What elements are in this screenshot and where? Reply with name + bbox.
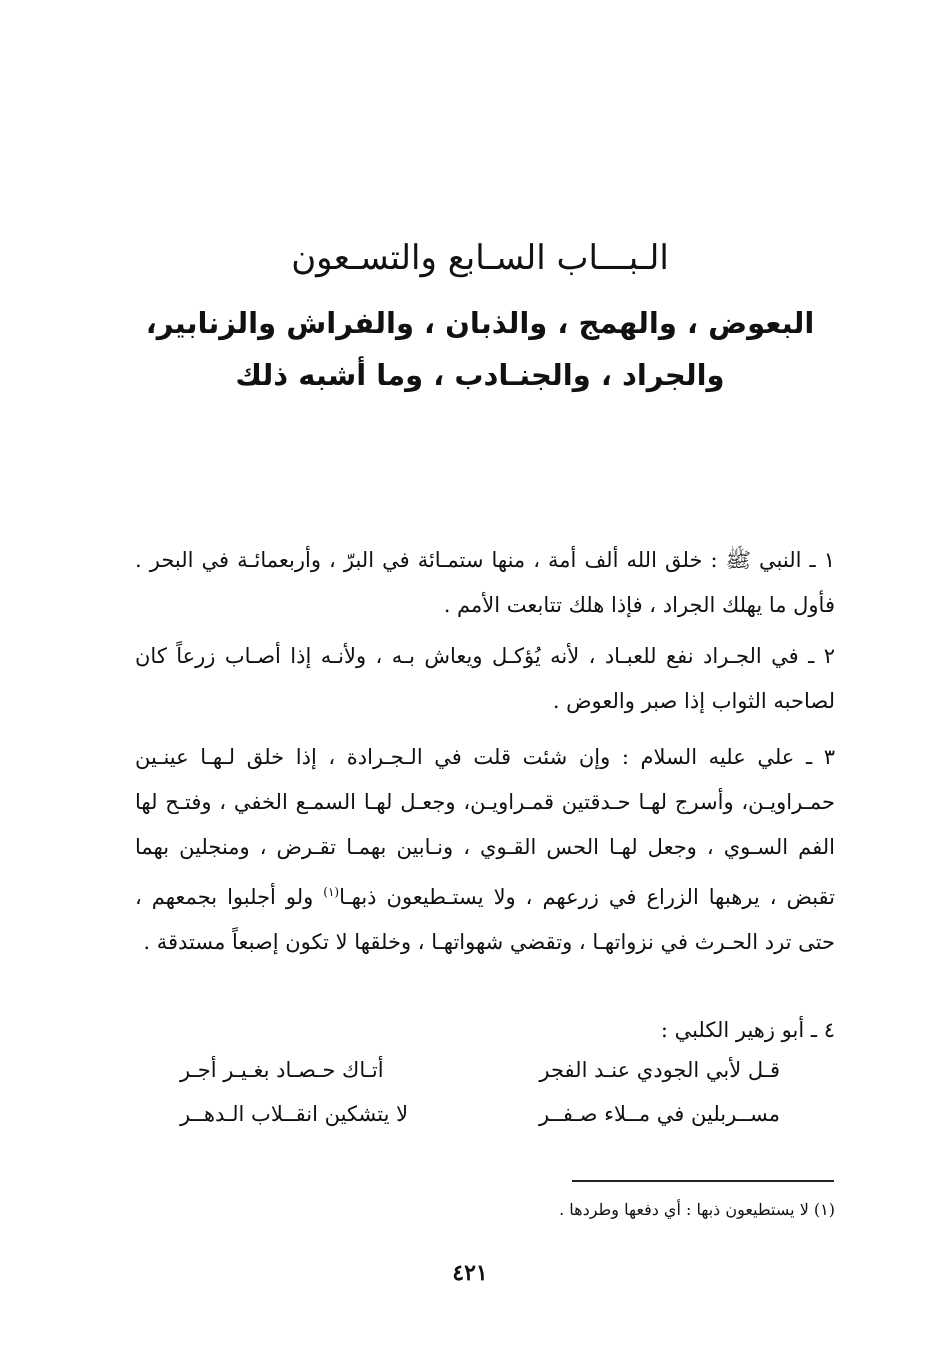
paragraph-3-text-a: ٣ ـ علي عليه السلام : وإن شئت قلت في الـجـرادة ، إذا خلق لـهـا عينـين حمـراويـن، وأسرج لهـا حـدقتين قمـراويـن، وجعـل لهـا السمـع الخفي ، وفتـح لها الفم السـوي ، وجعل لهـا الحس القـوي ، ونـابين بهمـا تقـرض ، ومنجلين بهما تقبض ، يرهبها الزراع في زرعهم ، ولا يستـطيعون ذبهـا [135,745,836,909]
poem-verse-2 [180,1102,780,1146]
chapter-subtitle-line-2: والجراد ، والجنـادب ، وما أشبه ذلك [235,358,725,392]
paragraph-1: ١ ـ النبي ﷺ : خلق الله ألف أمة ، منها ستمـائة في البرّ ، وأربعمائـة في البحر . فأول ما يهلك الجراد ، فإذا هلك تتابعت الأمم . [135,548,835,617]
footnote-reference[interactable]: (١) [323,885,340,899]
poem-verse-1-second-hemistich: أتـاك حـصـاد بغـيـر أجـر [180,1058,384,1082]
paragraph-3 [135,735,835,965]
paragraph-3-text-b: ولو أجلبوا بجمعهم ، حتى ترد الحـرث في نزواتهـا ، وتقضي شهواتهـا ، وخلقها لا تكون إصبعاً مستدقة . [135,885,835,954]
page-number: ٤٢١ [452,1260,488,1286]
poem-verse-1-first-hemistich: قـل لأبي الجودي عنـد الفجر [539,1058,780,1082]
footnote: (١) لا يستطيعون ذبها : أي دفعها وطردها . [559,1200,835,1219]
poem [180,1058,780,1146]
chapter-title: الـبـــاب السـابع والتسـعون [291,238,669,278]
poem-verse-1 [180,1058,780,1102]
footnote-separator [572,1180,834,1182]
chapter-subtitle-line-1: البعوض ، والهمج ، والذبان ، والفراش والزنابير، [145,306,815,340]
paragraph-2: ٢ ـ في الجـراد نفع للعبـاد ، لأنه يُؤكـل ويعاش بـه ، ولأنـه إذا أصـاب زرعاً كان لصاحبه الثواب إذا صبر والعوض . [135,644,835,713]
poem-verse-2-first-hemistich: مســربلين في مــلاء صـفــر [538,1102,780,1126]
paragraph-4: ٤ ـ أبو زهير الكلبي : [660,1018,835,1042]
poem-verse-2-second-hemistich: لا يتشكين انقــلاب الـدهــر [180,1102,409,1126]
